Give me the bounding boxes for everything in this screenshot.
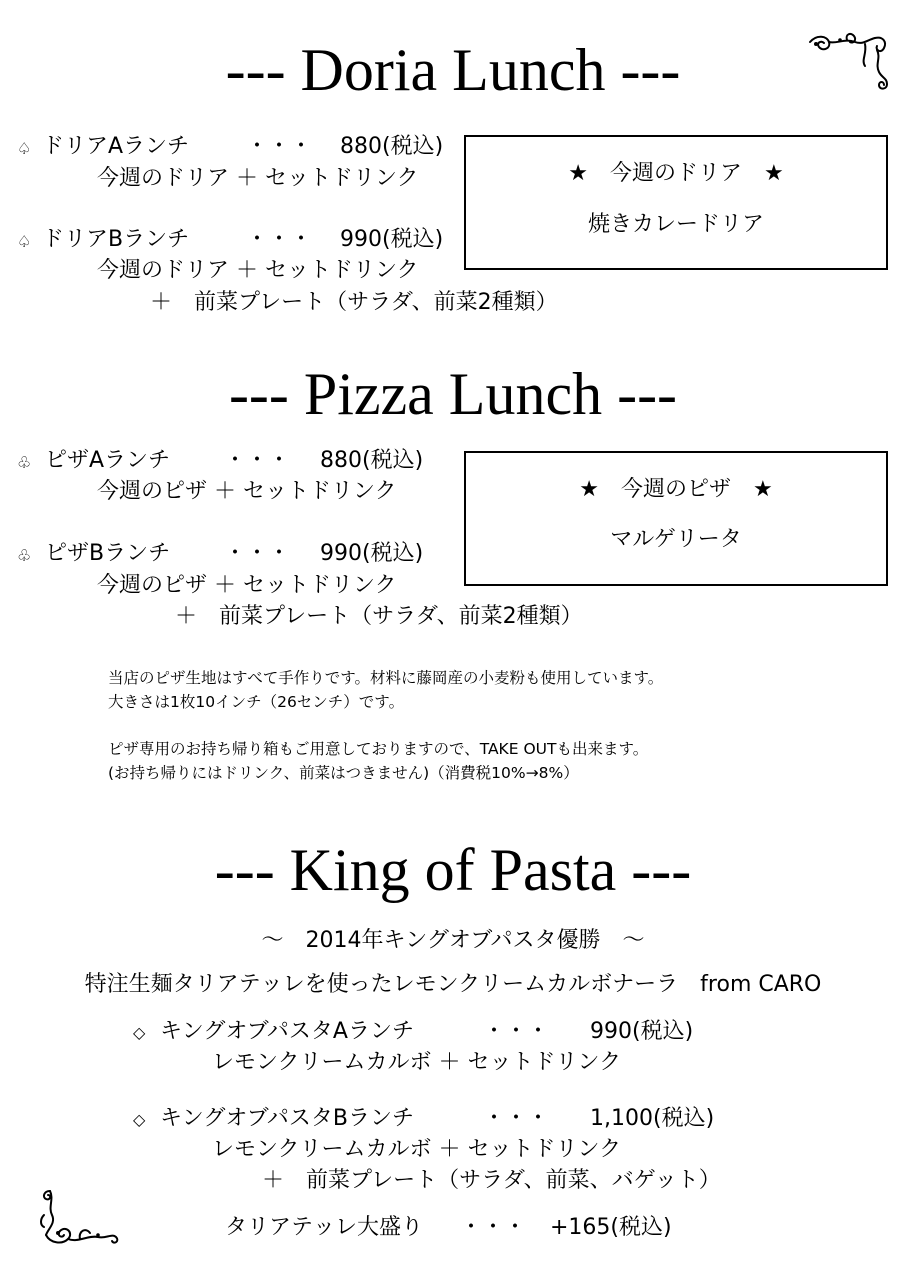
pizza-note-line: (お持ち帰りにはドリンク、前菜はつきません)（消費税10%→8%） xyxy=(108,764,579,782)
pasta-large-name: タリアテッレ大盛り xyxy=(225,1215,424,1240)
pizza-section-title: --- Pizza Lunch --- xyxy=(228,361,678,427)
pizza-b-name: ピザBランチ xyxy=(45,541,171,566)
pasta-a-name: キングオブパスタAランチ xyxy=(160,1019,414,1044)
doria-feature-heading: ★ 今週のドリア ★ xyxy=(568,161,784,186)
pasta-b-desc: レモンクリームカルボ ＋ セットドリンク xyxy=(212,1137,622,1162)
diamond-icon: ◇ xyxy=(133,1110,146,1129)
pasta-a-desc: レモンクリームカルボ ＋ セットドリンク xyxy=(212,1050,622,1075)
club-icon: ♧ xyxy=(17,453,32,472)
spade-icon: ♤ xyxy=(17,232,32,251)
doria-b-dots: ・・・ xyxy=(246,227,313,252)
doria-b-extra: ＋ 前菜プレート（サラダ、前菜2種類） xyxy=(150,290,558,315)
doria-b-desc: 今週のドリア ＋ セットドリンク xyxy=(97,258,419,283)
pizza-a-price: 880(税込) xyxy=(320,448,424,473)
diamond-icon: ◇ xyxy=(133,1023,146,1042)
doria-a-price: 880(税込) xyxy=(340,134,444,159)
pizza-note-line: 当店のピザ生地はすべて手作りです。材料に藤岡産の小麦粉も使用しています。 xyxy=(108,669,664,687)
doria-a-dots: ・・・ xyxy=(246,134,313,159)
doria-b-price: 990(税込) xyxy=(340,227,444,252)
pizza-feature-item: マルゲリータ xyxy=(610,527,742,552)
pizza-a-dots: ・・・ xyxy=(224,448,291,473)
doria-a-desc: 今週のドリア ＋ セットドリンク xyxy=(97,166,419,191)
pizza-note-line: ピザ専用のお持ち帰り箱もご用意しておりますので、TAKE OUTも出来ます。 xyxy=(108,740,649,758)
doria-a-name: ドリアAランチ xyxy=(42,134,190,159)
pasta-section-title: --- King of Pasta --- xyxy=(214,837,692,903)
doria-feature-box xyxy=(464,135,888,270)
doria-b-name: ドリアBランチ xyxy=(42,227,190,252)
pizza-b-price: 990(税込) xyxy=(320,541,424,566)
pasta-b-name: キングオブパスタBランチ xyxy=(160,1106,415,1131)
pasta-subtitle: ～ 2014年キングオブパスタ優勝 ～ xyxy=(261,928,645,953)
doria-section-title: --- Doria Lunch --- xyxy=(225,37,681,103)
spade-icon: ♤ xyxy=(17,139,32,158)
pizza-feature-heading: ★ 今週のピザ ★ xyxy=(579,477,773,502)
pasta-b-extra: ＋ 前菜プレート（サラダ、前菜、バゲット） xyxy=(262,1168,721,1193)
pizza-b-desc: 今週のピザ ＋ セットドリンク xyxy=(97,573,397,598)
pasta-b-dots: ・・・ xyxy=(483,1106,550,1131)
pizza-note-line: 大きさは1枚10インチ（26センチ）です。 xyxy=(108,693,405,711)
pizza-a-desc: 今週のピザ ＋ セットドリンク xyxy=(97,479,397,504)
pasta-b-price: 1,100(税込) xyxy=(590,1106,715,1131)
pasta-a-dots: ・・・ xyxy=(483,1019,550,1044)
pizza-feature-box xyxy=(464,451,888,586)
pasta-large-price: +165(税込) xyxy=(550,1215,672,1240)
pizza-b-dots: ・・・ xyxy=(224,541,291,566)
club-icon: ♧ xyxy=(17,546,32,565)
pasta-a-price: 990(税込) xyxy=(590,1019,694,1044)
pizza-a-name: ピザAランチ xyxy=(45,448,171,473)
pasta-large-dots: ・・・ xyxy=(460,1215,527,1240)
bottom-left-flourish-icon xyxy=(36,1185,122,1249)
pasta-tagline: 特注生麺タリアテッレを使ったレモンクリームカルボナーラ from CARO xyxy=(84,972,822,997)
pizza-b-extra: ＋ 前菜プレート（サラダ、前菜2種類） xyxy=(175,604,583,629)
doria-feature-item: 焼きカレードリア xyxy=(587,212,764,237)
